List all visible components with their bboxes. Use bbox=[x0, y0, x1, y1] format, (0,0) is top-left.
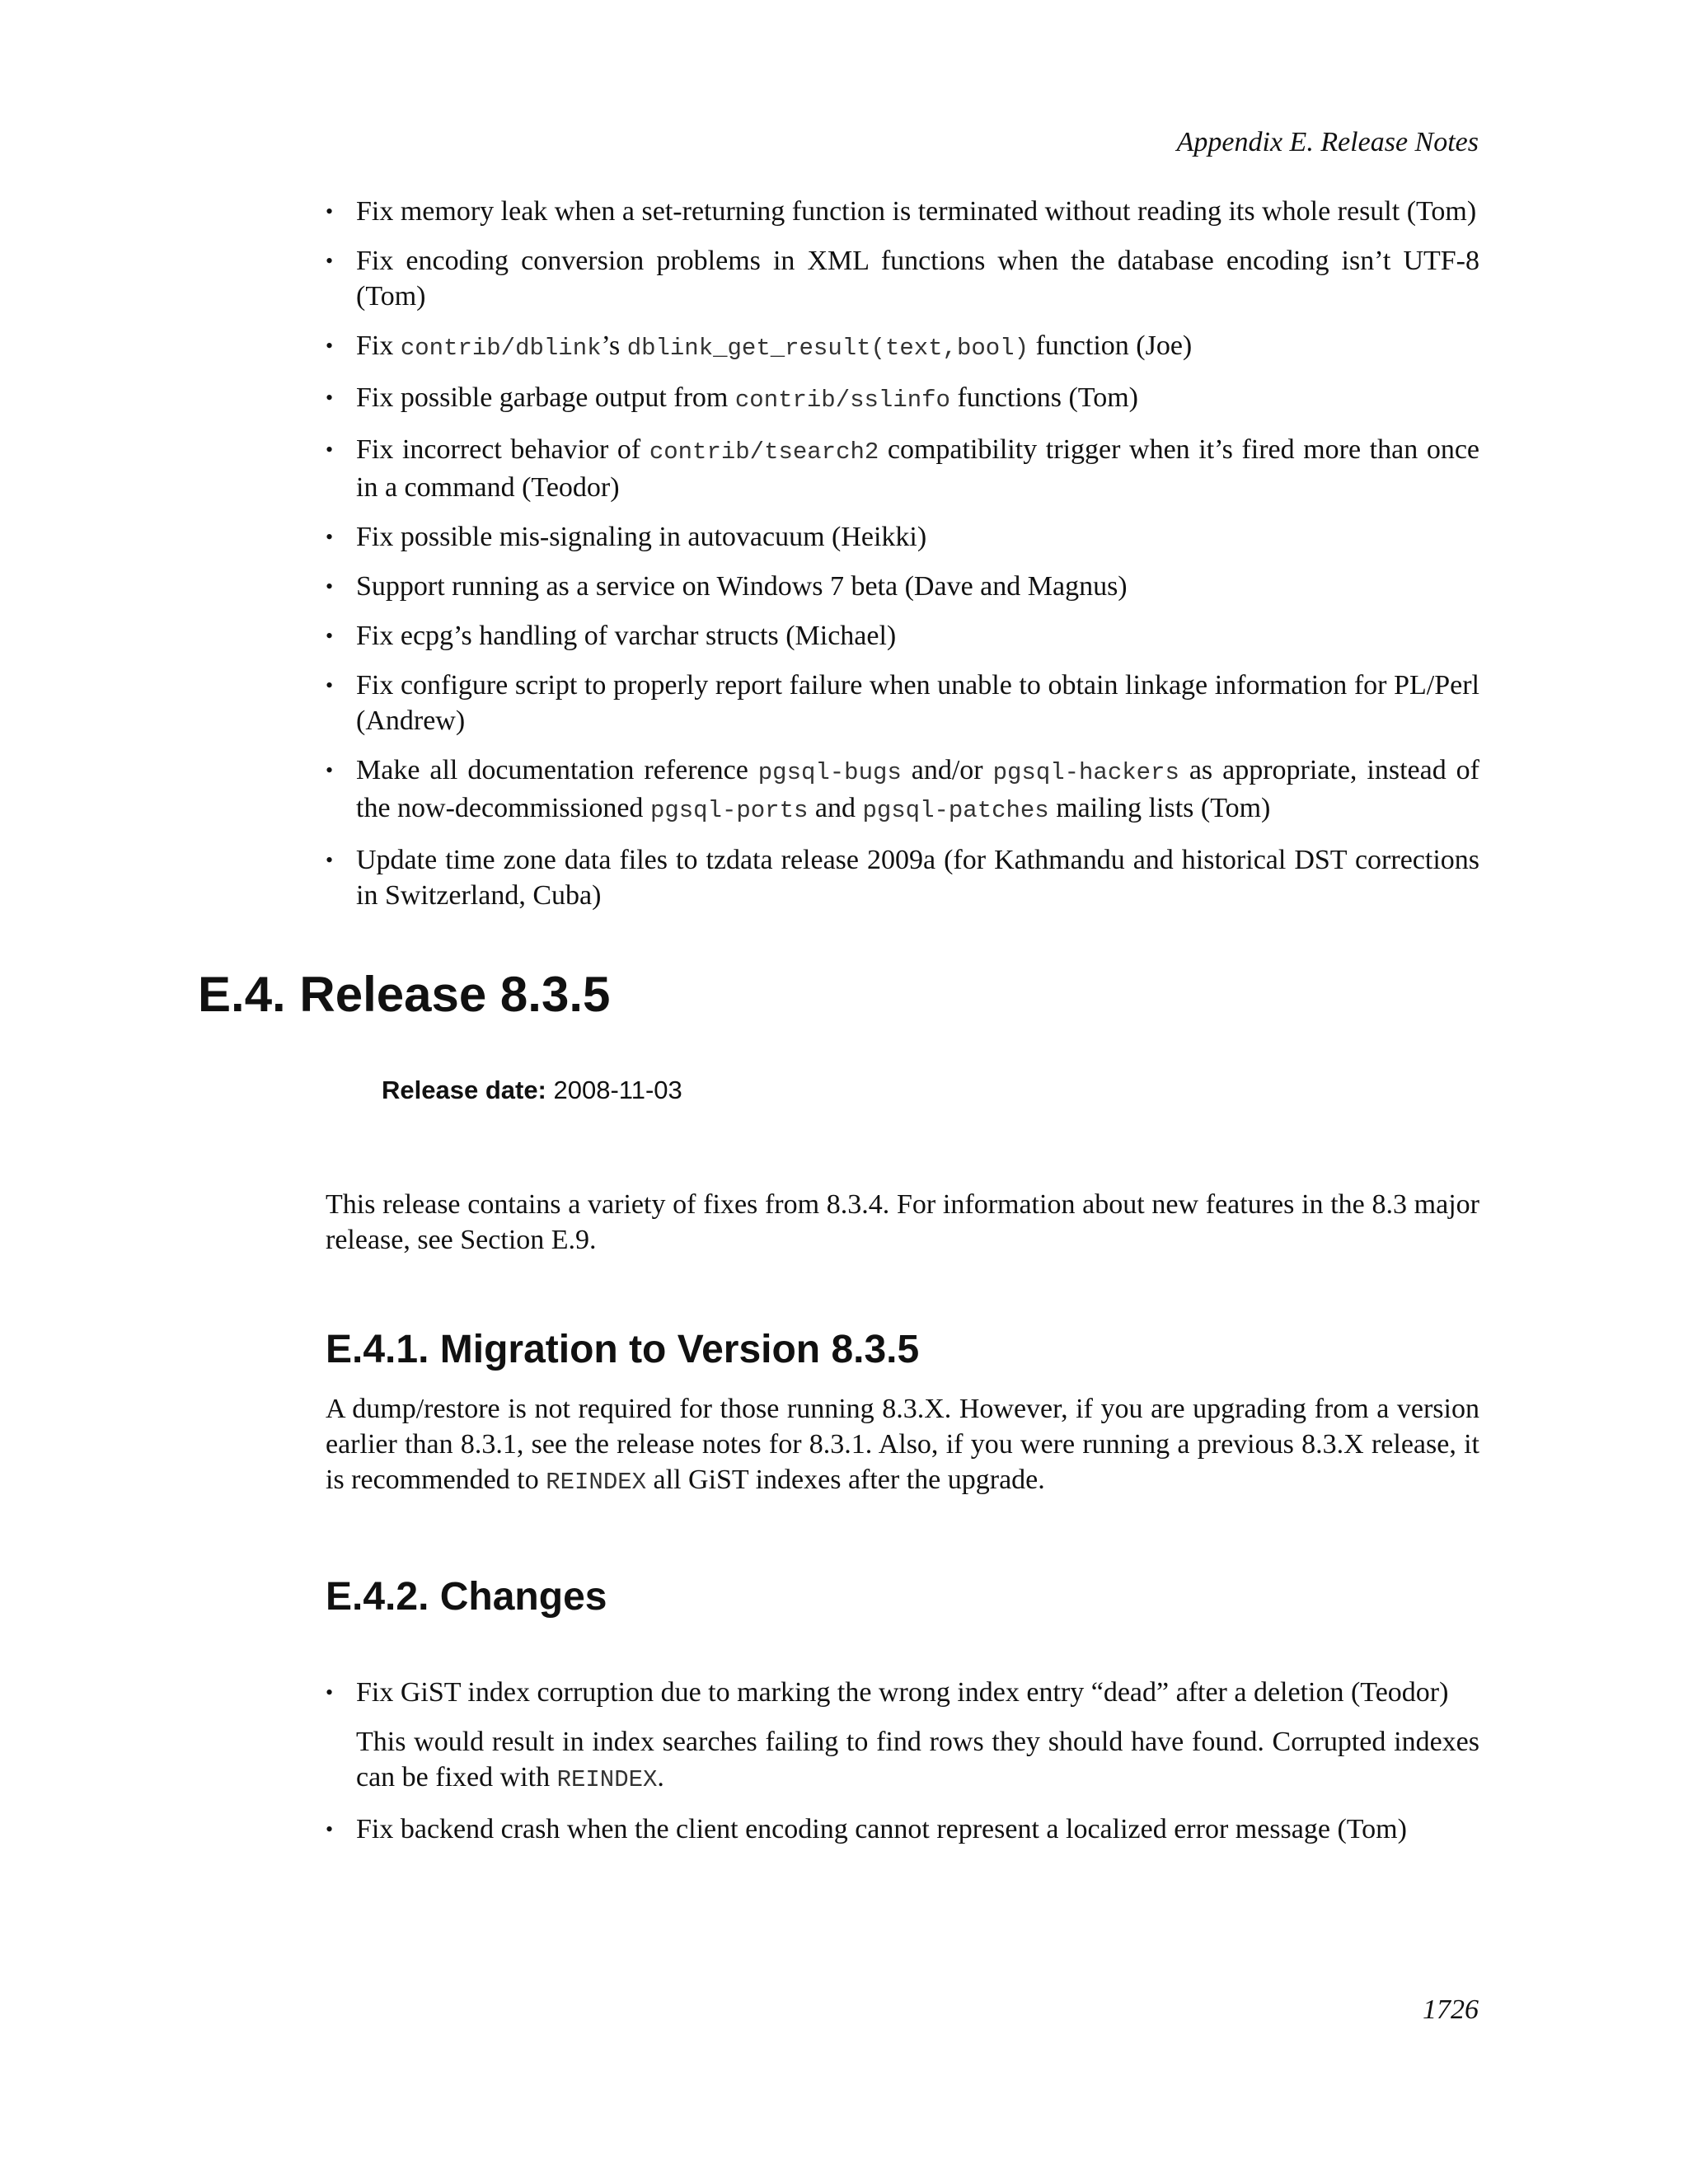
list-item: • Fix incorrect behavior of contrib/tsearch2 compatibility trigger when it’s fired more than once in a command (Teodor) bbox=[326, 432, 1479, 505]
section-title: E.4. Release 8.3.5 bbox=[198, 967, 611, 1022]
list-item: • Support running as a service on Windows 7 beta (Dave and Magnus) bbox=[326, 569, 1479, 604]
list-item: • Make all documentation reference pgsql-bugs and/or pgsql-hackers as appropriate, instead of the now-decommissioned pgsql-ports and pgsql-patches mailing lists (Tom) bbox=[326, 752, 1479, 828]
running-header: Appendix E. Release Notes bbox=[1176, 127, 1479, 157]
code-literal: contrib/dblink bbox=[400, 335, 602, 362]
code-literal: pgsql-patches bbox=[862, 797, 1049, 824]
list-item: • Fix memory leak when a set-returning function is terminated without reading its whole result (Tom) bbox=[326, 194, 1479, 229]
code-literal: pgsql-ports bbox=[649, 797, 809, 824]
list-item: • Fix ecpg’s handling of varchar structs (Michael) bbox=[326, 618, 1479, 654]
list-item: • Fix contrib/dblink’s dblink_get_result(text,bool) function (Joe) bbox=[326, 328, 1479, 366]
code-literal: pgsql-hackers bbox=[992, 759, 1179, 786]
migration-paragraph: A dump/restore is not required for those running 8.3.X. However, if you are upgrading from a version earlier than 8.3.1, see the release notes for 8.3.1. Also, if you were running a previous 8.3.X release, it is recommended to REINDEX all GiST indexes after the upgrade. bbox=[326, 1394, 1479, 1496]
page-number: 1726 bbox=[1423, 1994, 1479, 2025]
section-intro: This release contains a variety of fixes from 8.3.4. For information about new features in the 8.3 major release, see Section E.9. bbox=[326, 1189, 1479, 1255]
list-item-detail: This would result in index searches failing to find rows they should have found. Corrupted indexes can be fixed with REINDEX. bbox=[356, 1727, 1479, 1793]
code-literal: REINDEX bbox=[546, 1469, 647, 1496]
code-literal: REINDEX bbox=[556, 1766, 658, 1793]
release-date bbox=[382, 1076, 682, 1105]
list-item: • Update time zone data files to tzdata release 2009a (for Kathmandu and historical DST corrections in Switzerland, Cuba) bbox=[326, 842, 1479, 913]
release-notes-list bbox=[326, 194, 1479, 927]
code-literal: contrib/sslinfo bbox=[734, 387, 950, 414]
code-literal: pgsql-bugs bbox=[757, 759, 902, 786]
changes-heading: E.4.2. Changes bbox=[326, 1575, 607, 1619]
changes-list bbox=[326, 1675, 1479, 1861]
list-item: • Fix backend crash when the client encoding cannot represent a localized error message (Tom) bbox=[326, 1811, 1479, 1847]
list-item: • Fix possible garbage output from contrib/sslinfo functions (Tom) bbox=[326, 380, 1479, 418]
code-literal: contrib/tsearch2 bbox=[649, 438, 879, 466]
release-date-value: 2008-11-03 bbox=[546, 1076, 682, 1104]
list-item: • Fix configure script to properly report failure when unable to obtain linkage information for PL/Perl (Andrew) bbox=[326, 668, 1479, 738]
list-item: • Fix encoding conversion problems in XML functions when the database encoding isn’t UTF-8 (Tom) bbox=[326, 243, 1479, 314]
code-literal: dblink_get_result(text,bool) bbox=[626, 335, 1029, 362]
release-date-label: Release date: bbox=[382, 1076, 546, 1104]
migration-heading: E.4.1. Migration to Version 8.3.5 bbox=[326, 1328, 920, 1371]
list-item: • Fix possible mis-signaling in autovacuum (Heikki) bbox=[326, 519, 1479, 555]
list-item: • Fix GiST index corruption due to marking the wrong index entry “dead” after a deletion (Teodor) This would result in index searches failing to find rows they should have found. Corrupted indexes can be fixed with REINDEX. bbox=[326, 1675, 1479, 1797]
